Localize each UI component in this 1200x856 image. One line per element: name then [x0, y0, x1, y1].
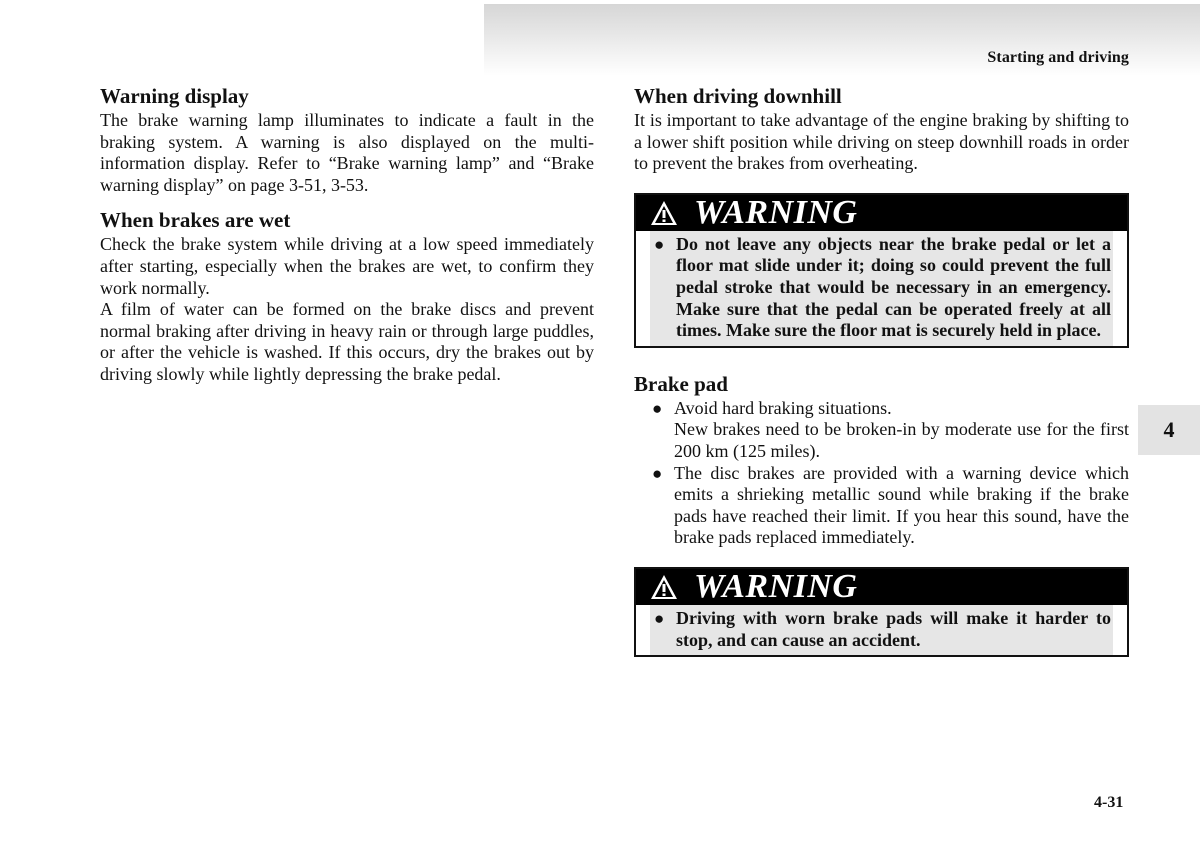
brake-pad-bullet-1: Avoid hard braking situations. — [674, 397, 892, 418]
heading-brakes-wet: When brakes are wet — [100, 208, 291, 233]
bullet-dot-icon: ● — [652, 398, 663, 418]
warning-triangle-icon — [650, 200, 678, 226]
warning-title: WARNING — [694, 193, 858, 231]
warning-triangle-icon — [650, 574, 678, 600]
section-title: Starting and driving — [987, 49, 1129, 66]
warning-box-brake-pads — [634, 567, 1129, 657]
brake-pad-bullet-2: The disc brakes are provided with a warning device which emits a shrieking metallic sound while braking if the brake pads have reached their limit. If you hear this sound, have the brake pads replaced immediately. — [674, 462, 1129, 548]
warning-text-brake-pads: Driving with worn brake pads will make it harder to stop, and can cause an accident. — [676, 607, 1111, 650]
bullet-dot-icon: ● — [654, 608, 665, 628]
warning-body — [650, 605, 1113, 655]
heading-downhill: When driving downhill — [634, 84, 842, 108]
brakes-wet-text-1: Check the brake system while driving at a low speed immediately after starting, especially when the brakes are wet, to confirm they work normally. — [100, 234, 594, 298]
warning-header — [636, 569, 1127, 605]
bullet-dot-icon: ● — [652, 463, 663, 483]
warning-box-pedal — [634, 193, 1129, 348]
bullet-dot-icon: ● — [654, 234, 665, 254]
warning-text-pedal: Do not leave any objects near the brake pedal or let a floor mat slide under it; doing so could prevent the full pedal stroke that would be necessary in an emergency. Make sure that the pedal can be operated freely at all times. Make sure the floor mat is securely held in place. — [676, 233, 1111, 341]
brake-pad-list — [634, 398, 1129, 549]
brake-pad-bullet-1-detail: New brakes need to be broken-in by moderate use for the first 200 km (125 miles). — [674, 419, 1129, 461]
warning-display-text: The brake warning lamp illuminates to indicate a fault in the braking system. A warning is also displayed on the multi-information display. Refer to “Brake warning lamp” and “Brake warning display” on page 3-51, 3-53. — [100, 110, 594, 195]
page-number: 4-31 — [1094, 794, 1124, 811]
warning-body — [650, 231, 1113, 346]
heading-brake-pad: Brake pad — [634, 371, 728, 396]
chapter-tab: 4 — [1138, 405, 1200, 455]
heading-warning-display: Warning display — [100, 84, 249, 108]
brakes-wet-text-2: A film of water can be formed on the brake discs and prevent normal braking after driving in heavy rain or through large puddles, or after the vehicle is washed. If this occurs, dry the brakes out by driving slowly while lightly depressing the brake pedal. — [100, 299, 594, 384]
warning-title: WARNING — [694, 567, 858, 605]
downhill-text: It is important to take advantage of the engine braking by shifting to a lower shift position while driving on steep downhill roads in order to prevent the brakes from overheating. — [634, 110, 1129, 174]
warning-header — [636, 195, 1127, 231]
right-column — [634, 82, 1129, 657]
left-column — [100, 82, 594, 386]
